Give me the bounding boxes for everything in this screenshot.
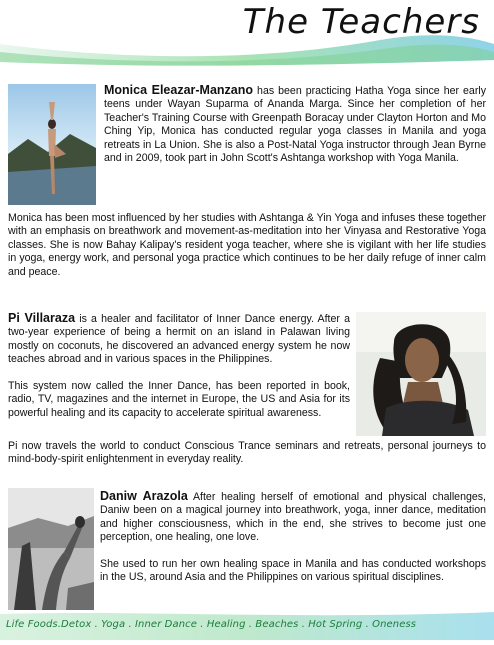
page-title: The Teachers: [242, 2, 480, 42]
pi-bio-intro: [8, 312, 350, 367]
daniw-bio-intro: [100, 490, 486, 545]
daniw-bio-more: She used to run her own healing space in Manila and has conducted workshops in the US, around Asia and the Philippines on various spiritual disciplines.: [100, 558, 486, 584]
pi-name: Pi Villaraza: [8, 311, 76, 325]
daniw-photo: [8, 488, 94, 610]
monica-bio-intro: [104, 84, 486, 165]
monica-photo: [8, 84, 96, 205]
monica-bio-more: Monica has been most influenced by her studies with Ashtanga & Yin Yoga and infuses these together with an emphasis on breathwork and movement-as-meditation into her Vinyasa and Restorative Yoga classes. She is now Bahay Kalipay's resident yoga teacher, where she is vigilant with her life studies in yoga, energy work, and personal yoga practice which continues to be her daily refuge of inner calm and peace.: [8, 212, 486, 278]
daniw-name: Daniw Arazola: [100, 489, 188, 503]
pi-intro-text: is a healer and facilitator of Inner Dance energy. After a two-year experience of being a hermit on an island in Palawan living mostly on coconuts, he discovered an advanced energy system he now teaches abroad and in various spaces in the Philippines.: [8, 313, 350, 366]
monica-intro-text: has been practicing Hatha Yoga since her early teens under Wayan Suparma of Ananda Marga. Since her completion of her Teacher's Training Course with Greenpath Boracay under Clayton Horton and Mo Ching Yip, Monica has conducted regular yoga classes in Manila and yoga retreats in La Union. She is also a Post-Natal Yoga instructor through Jean Byrne and in 2009, took part in John Scott's Ashtanga workshop with Yoga Manila.: [104, 85, 486, 165]
daniw-intro-text: After healing herself of emotional and physical challenges, Daniw been on a magical journey into breathwork, yoga, inner dance, meditation and higher consciousness, which in the end, she strives to become just one perception, one healing, one love.: [100, 491, 486, 544]
header-banner: [0, 0, 494, 70]
monica-name: Monica Eleazar-Manzano: [104, 83, 254, 97]
pi-bio-more: This system now called the Inner Dance, has been reported in book, radio, TV, magazines and the internet in Europe, the US and Asia for its powerful healing and its capacity to accelerate spiritual awareness.: [8, 380, 350, 419]
pi-photo: [356, 312, 486, 436]
pi-bio-travel: Pi now travels the world to conduct Conscious Trance seminars and retreats, personal journeys to mind-body-spirit enlightenment in everyday reality.: [8, 440, 486, 466]
footer-tagline: Life Foods.Detox . Yoga . Inner Dance . Healing . Beaches . Hot Spring . Oneness: [6, 619, 417, 630]
